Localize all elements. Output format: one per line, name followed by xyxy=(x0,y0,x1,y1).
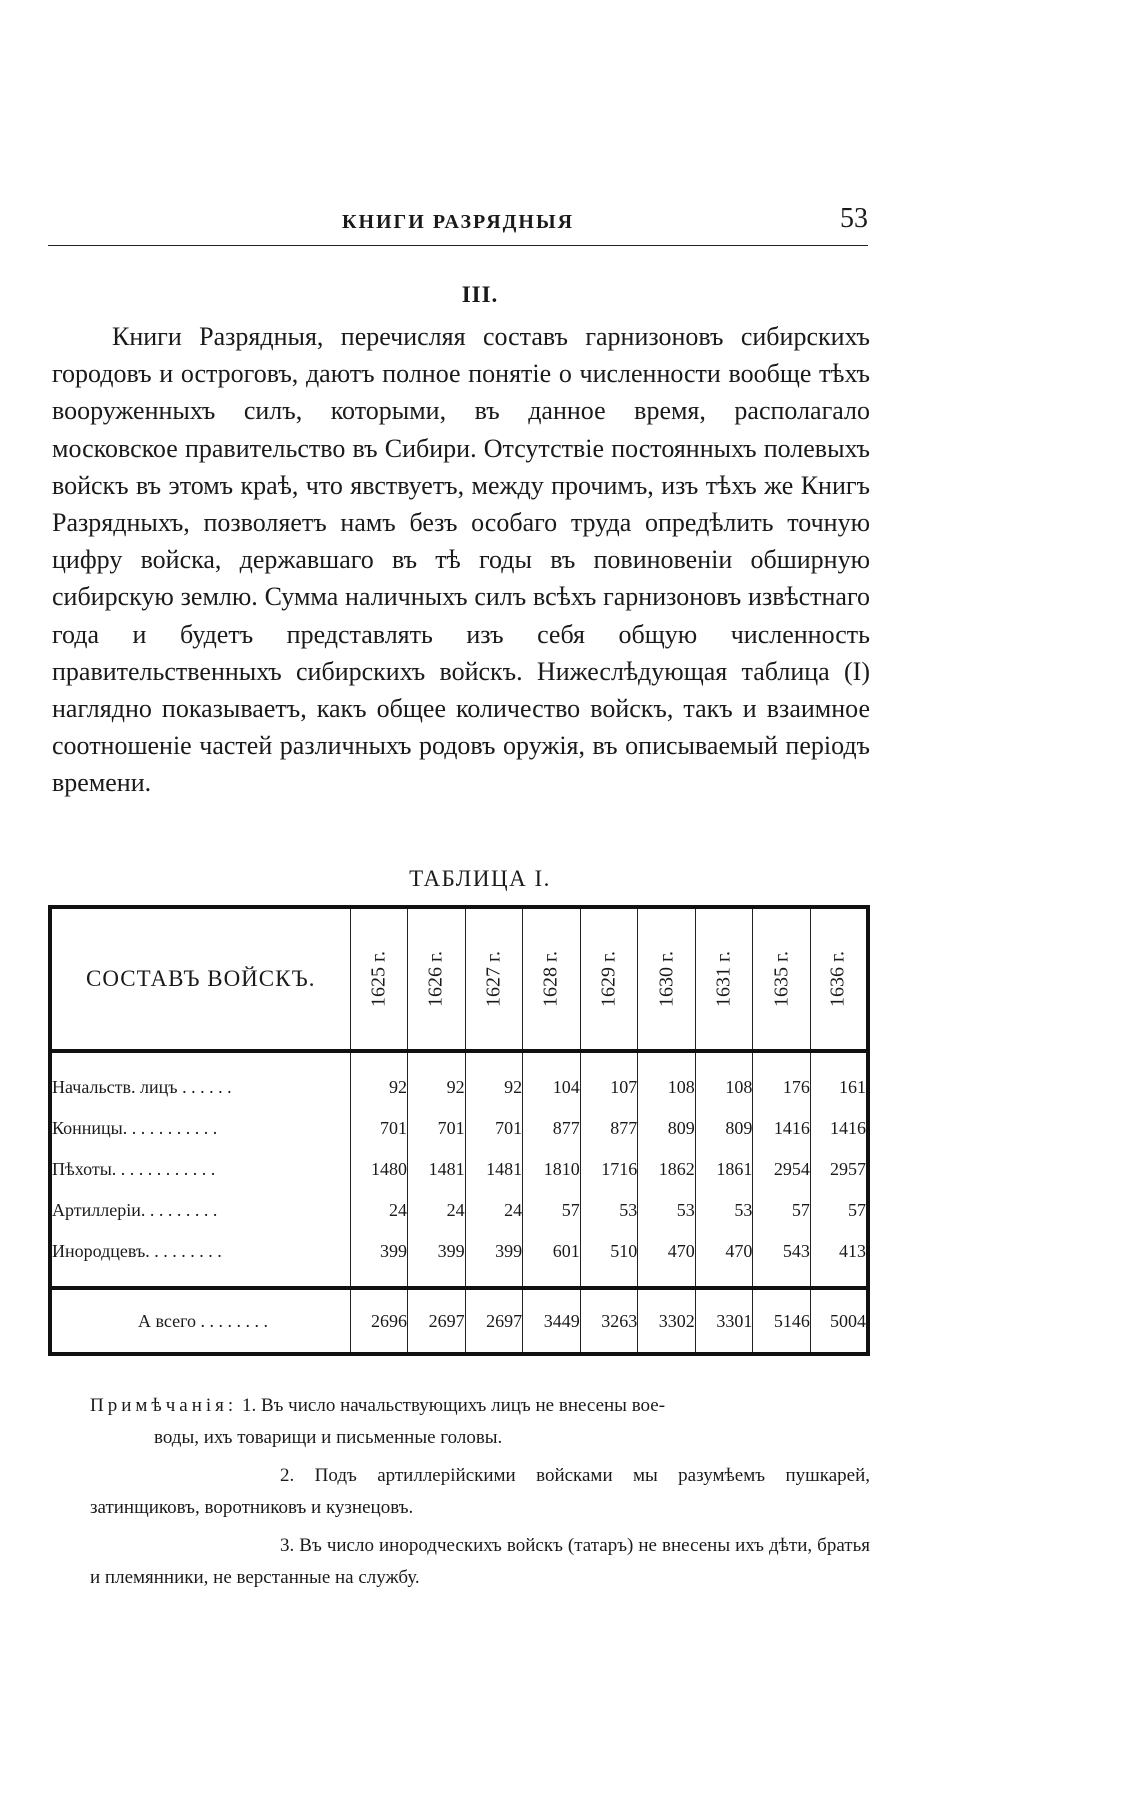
table-cell: 2954 xyxy=(753,1149,811,1190)
total-cell: 2697 xyxy=(465,1288,523,1354)
table-cell: 1716 xyxy=(580,1149,638,1190)
table-cell: 399 xyxy=(465,1231,523,1288)
table-cell: 2957 xyxy=(810,1149,868,1190)
table-cell: 601 xyxy=(523,1231,581,1288)
table-cell: 1416 xyxy=(753,1108,811,1149)
total-cell: 2696 xyxy=(350,1288,408,1354)
note-number: 3. xyxy=(280,1535,295,1556)
running-head xyxy=(48,205,868,246)
total-cell: 3302 xyxy=(638,1288,696,1354)
stub-header: СОСТАВЪ ВОЙСКЪ. xyxy=(50,907,350,1051)
running-title: КНИГИ РАЗРЯДНЫЯ xyxy=(341,211,575,233)
total-cell: 5146 xyxy=(753,1288,811,1354)
row-label: Пѣхоты. . . . . . . . . . . . xyxy=(52,1159,216,1179)
table-cell: 1481 xyxy=(408,1149,466,1190)
table-cell: 53 xyxy=(638,1190,696,1231)
year-header: 1626 г. xyxy=(408,907,466,1051)
note-3 xyxy=(90,1530,870,1594)
year-header: 1629 г. xyxy=(580,907,638,1051)
table-row xyxy=(50,1051,868,1108)
total-row xyxy=(50,1288,868,1354)
troops-table xyxy=(48,905,870,1356)
table-cell: 57 xyxy=(753,1190,811,1231)
note-2 xyxy=(90,1460,870,1524)
note-text: Въ число инородческихъ войскъ (татаръ) не внесены ихъ дѣти, братья и племянники, не верстанные на службу. xyxy=(90,1535,870,1588)
table-cell: 24 xyxy=(465,1190,523,1231)
year-header: 1628 г. xyxy=(523,907,581,1051)
section-number: III. xyxy=(461,282,499,307)
table-cell: 399 xyxy=(350,1231,408,1288)
table-cell: 1810 xyxy=(523,1149,581,1190)
page-number: 53 xyxy=(840,203,868,234)
table-cell: 701 xyxy=(408,1108,466,1149)
table-cell: 543 xyxy=(753,1231,811,1288)
note-text-continued: воды, ихъ товарищи и письменные головы. xyxy=(154,1427,503,1448)
row-label: Конницы. . . . . . . . . . . xyxy=(52,1118,218,1138)
table-cell: 161 xyxy=(810,1051,868,1108)
table-cell: 108 xyxy=(638,1051,696,1108)
table-cell: 1862 xyxy=(638,1149,696,1190)
table-cell: 413 xyxy=(810,1231,868,1288)
table-row xyxy=(50,1231,868,1288)
table-cell: 1480 xyxy=(350,1149,408,1190)
row-label: Инородцевъ. . . . . . . . . xyxy=(52,1241,222,1261)
table-cell: 877 xyxy=(580,1108,638,1149)
table-cell: 877 xyxy=(523,1108,581,1149)
row-label: Артиллеріи. . . . . . . . . xyxy=(52,1200,218,1220)
total-label: А всего . . . . . . . . xyxy=(50,1288,350,1354)
table-cell: 176 xyxy=(753,1051,811,1108)
total-cell: 3263 xyxy=(580,1288,638,1354)
table-header-row xyxy=(50,907,868,1051)
table-cell: 1416 xyxy=(810,1108,868,1149)
total-cell: 2697 xyxy=(408,1288,466,1354)
table-cell: 57 xyxy=(523,1190,581,1231)
total-cell: 3449 xyxy=(523,1288,581,1354)
table-cell: 1861 xyxy=(695,1149,753,1190)
table-cell: 108 xyxy=(695,1051,753,1108)
total-cell: 3301 xyxy=(695,1288,753,1354)
table-cell: 92 xyxy=(350,1051,408,1108)
total-cell: 5004 xyxy=(810,1288,868,1354)
note-number: 2. xyxy=(280,1465,295,1486)
table-cell: 1481 xyxy=(465,1149,523,1190)
year-header: 1636 г. xyxy=(810,907,868,1051)
table-cell: 107 xyxy=(580,1051,638,1108)
table-cell: 57 xyxy=(810,1190,868,1231)
row-label: Начальств. лицъ . . . . . . xyxy=(52,1077,232,1097)
table-cell: 809 xyxy=(695,1108,753,1149)
year-header: 1627 г. xyxy=(465,907,523,1051)
table-cell: 24 xyxy=(350,1190,408,1231)
table-cell: 701 xyxy=(350,1108,408,1149)
table-row xyxy=(50,1149,868,1190)
table-cell: 53 xyxy=(695,1190,753,1231)
table-cell: 53 xyxy=(580,1190,638,1231)
table-cell: 470 xyxy=(695,1231,753,1288)
table-cell: 24 xyxy=(408,1190,466,1231)
note-text: Въ число начальствующихъ лицъ не внесены вое- xyxy=(260,1395,666,1416)
table-cell: 104 xyxy=(523,1051,581,1108)
table-cell: 92 xyxy=(408,1051,466,1108)
table-cell: 809 xyxy=(638,1108,696,1149)
table-cell: 92 xyxy=(465,1051,523,1108)
notes-heading: Примѣчанія: xyxy=(90,1395,238,1416)
note-number: 1. xyxy=(241,1395,257,1416)
table-row xyxy=(50,1108,868,1149)
body-paragraph: Книги Разрядныя, перечисляя составъ гарнизоновъ сибирскихъ городовъ и остроговъ, даютъ полное понятіе о численности вообще тѣхъ вооруженныхъ силъ, которыми, въ данное время, располагало московское правительство въ Сибири. Отсутствіе постоянныхъ полевыхъ войскъ въ этомъ краѣ, что явствуетъ, между прочимъ, изъ тѣхъ же Книгъ Разрядныхъ, позволяетъ намъ безъ особаго труда опредѣлить точную цифру войска, державшаго въ тѣ годы въ повиновеніи обширную сибирскую землю. Сумма наличныхъ силъ всѣхъ гарнизоновъ извѣстнаго года и будетъ представлять изъ себя общую численность правительственныхъ сибирскихъ войскъ. Нижеслѣдующая таблица (I) наглядно показываетъ, какъ общее количество войскъ, такъ и взаимное соотношеніе частей различныхъ родовъ оружія, въ описываемый періодъ времени. xyxy=(52,322,870,798)
table-cell: 470 xyxy=(638,1231,696,1288)
year-header: 1630 г. xyxy=(638,907,696,1051)
year-header: 1635 г. xyxy=(753,907,811,1051)
table-cell: 510 xyxy=(580,1231,638,1288)
table-cell: 701 xyxy=(465,1108,523,1149)
year-header: 1625 г. xyxy=(350,907,408,1051)
footnotes xyxy=(90,1390,870,1600)
table-cell: 399 xyxy=(408,1231,466,1288)
table-row xyxy=(50,1190,868,1231)
table-caption: ТАБЛИЦА I. xyxy=(409,866,551,891)
note-text: Подъ артиллерійскими войсками мы разумѣемъ пушкарей, затинщиковъ, воротниковъ и кузнецовъ. xyxy=(90,1465,871,1518)
note-1 xyxy=(90,1390,870,1454)
year-header: 1631 г. xyxy=(695,907,753,1051)
